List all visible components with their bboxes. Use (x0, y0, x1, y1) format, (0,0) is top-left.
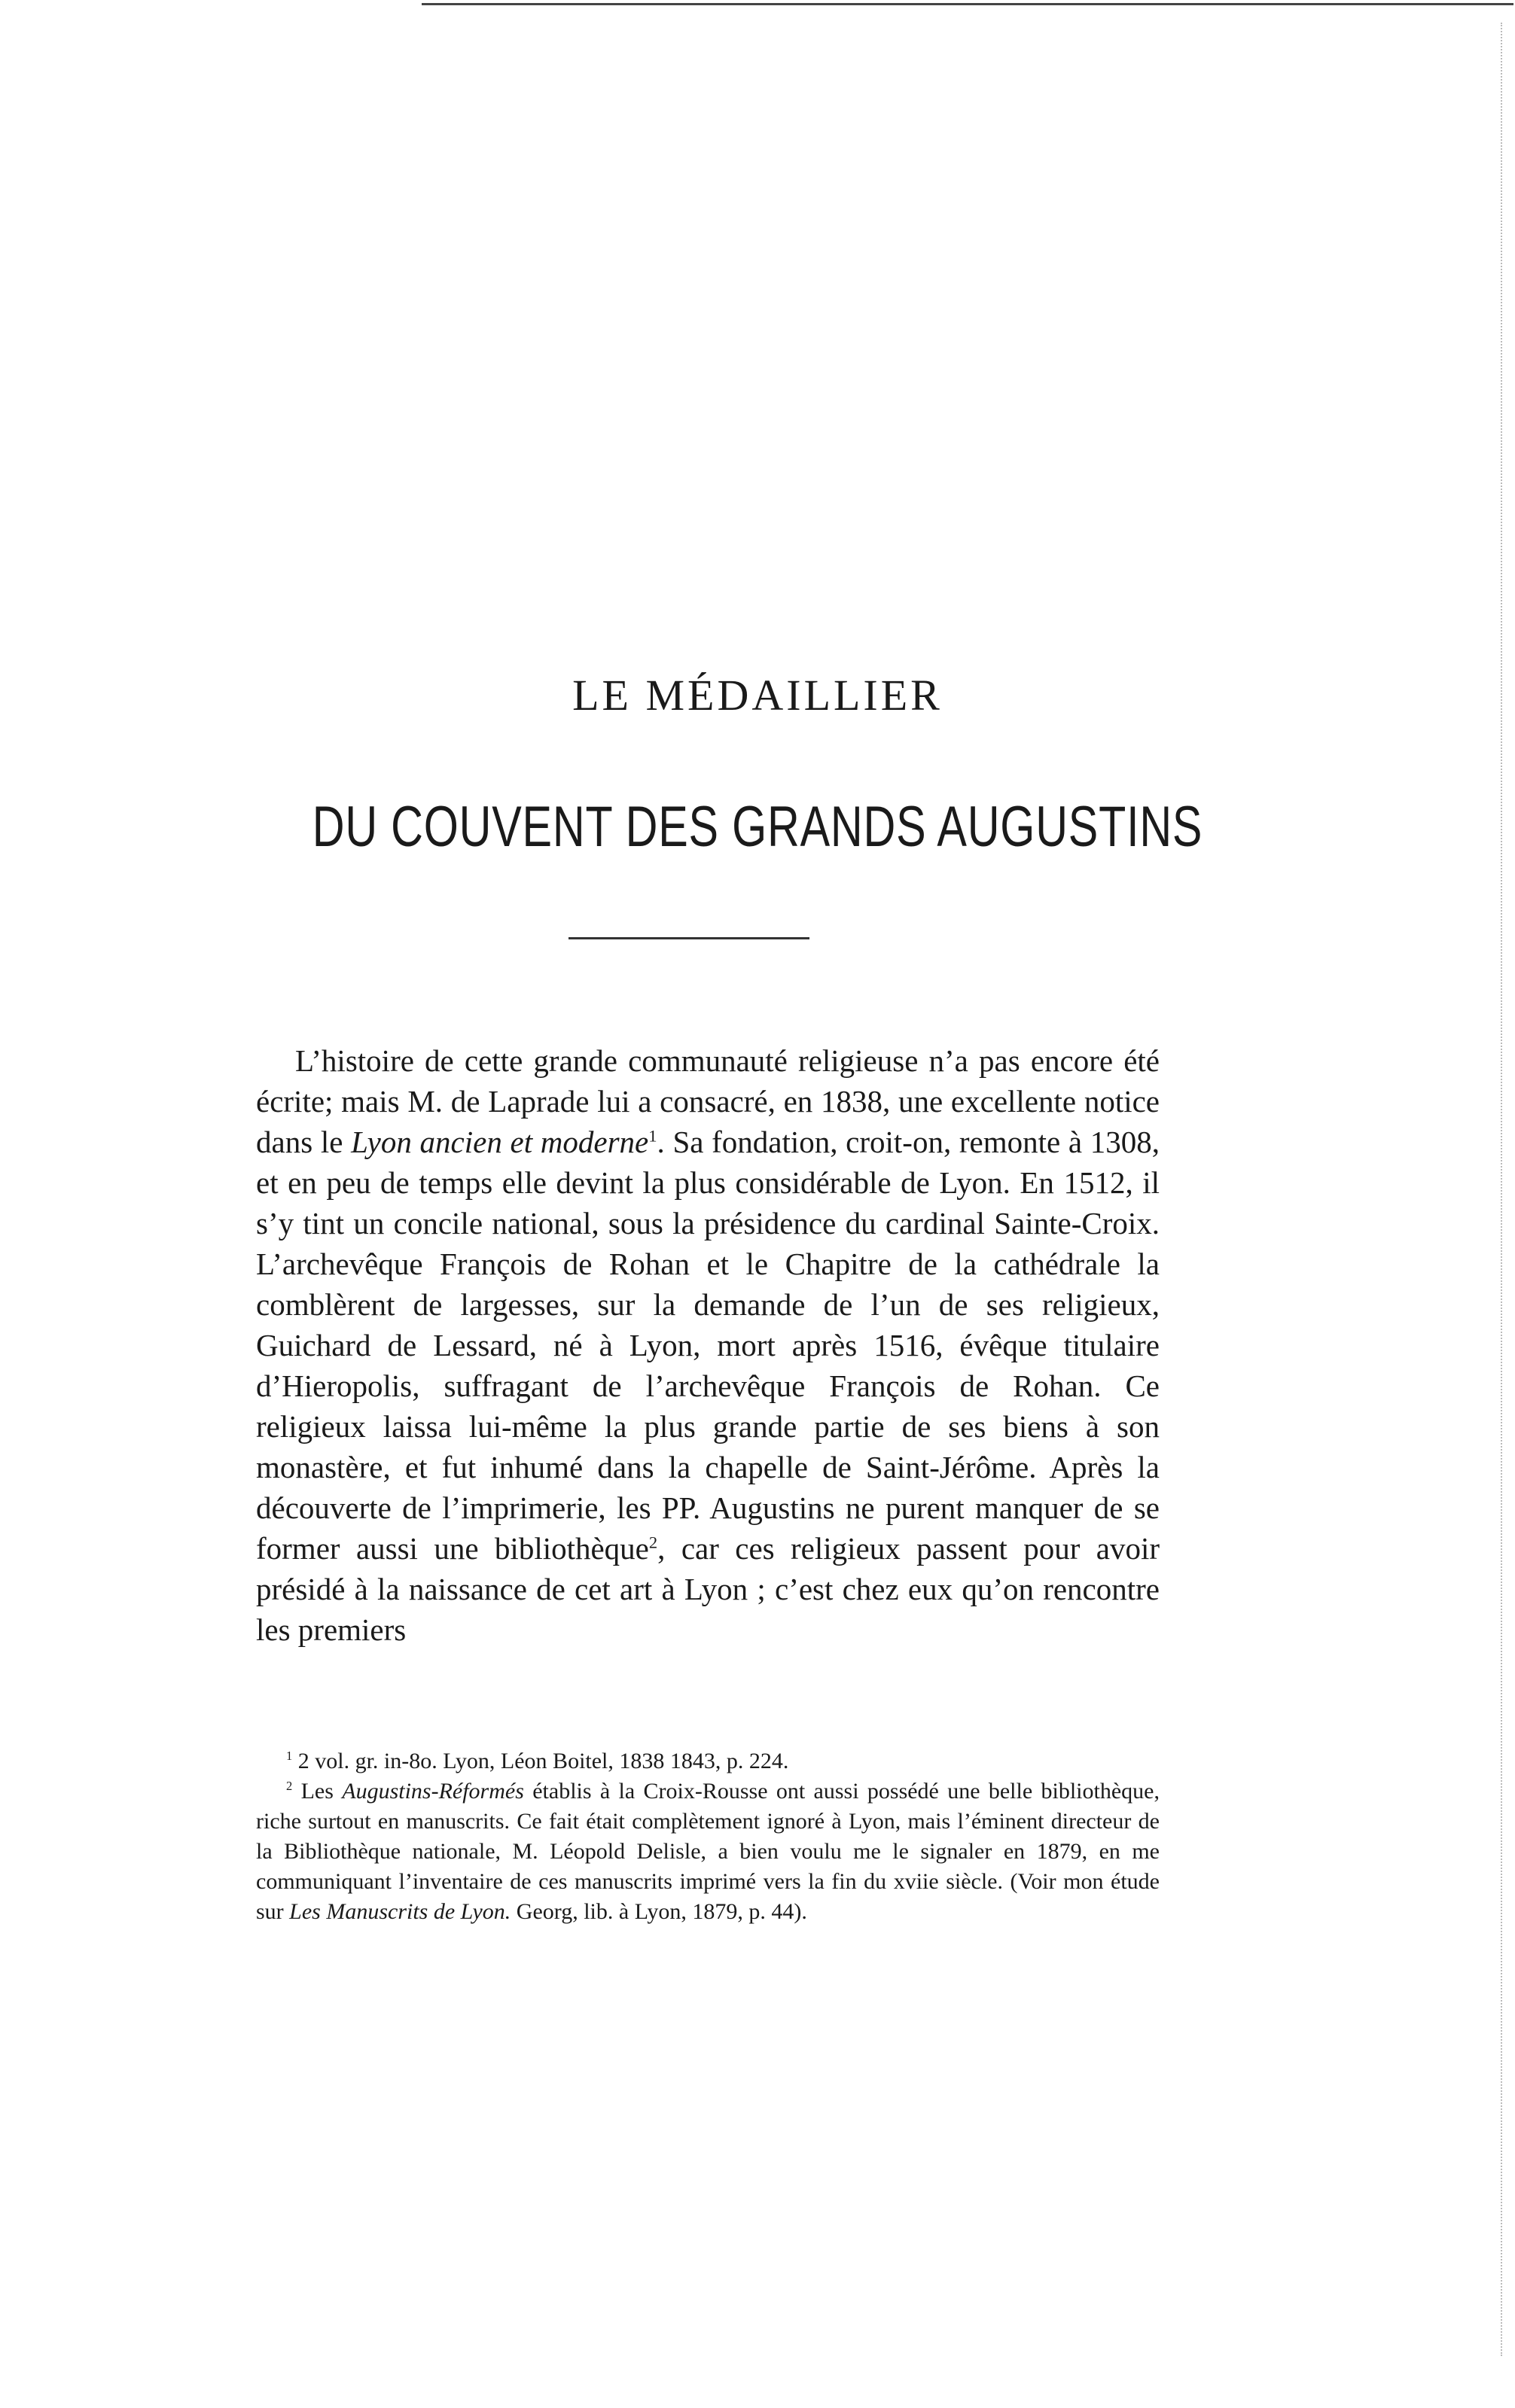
paragraph-1 (256, 1040, 1160, 1650)
top-edge-rule (422, 3, 1513, 5)
paragraph-1-text-c: , car ces religieux passent pour avoir présidé à la naissance de cet art à Lyon ; c’est chez eux qu’on rencontre les premiers (256, 1531, 1160, 1647)
footnote-2-text-b: établis à la Croix-Rousse ont aussi possédé une belle bibliothèque, riche surtout en manuscrits. Ce fait était complètement ignoré à Lyon, mais l’éminent directeur de la Bibliothèque nationale, M. Léopold Delisle, a bien voulu me le signaler en 1879, en me communiquant l’inventaire de ces manuscrits imprimé vers la fin du xviie siècle. (Voir mon étude sur (256, 1779, 1160, 1924)
paragraph-1-text-b: . Sa fondation, croit-on, remonte à 1308, et en peu de temps elle devint la plus considérable de Lyon. En 1512, il s’y tint un concile national, sous la présidence du cardinal Sainte-Croix. L’archevêque François de Rohan et le Chapitre de la cathédrale la comblèrent de largesses, sur la demande de l’un de ses religieux, Guichard de Lessard, né à Lyon, mort après 1516, évêque titulaire d’Hieropolis, suffragant de l’archevêque François de Rohan. Ce religieux laissa lui-même la plus grande partie de ses biens à son monastère, et fut inhumé dans la chapelle de Saint-Jérôme. Après la découverte de l’imprimerie, les PP. Augustins ne purent manquer de se former aussi une bibliothèque (256, 1125, 1160, 1566)
footnote-ref-1: 1 (648, 1126, 657, 1146)
page-title-line-2: DU COUVENT DES GRANDS AUGUSTINS (312, 795, 1203, 859)
footnote-2-text-a: Les (292, 1779, 343, 1804)
footnote-2-mark: 2 (286, 1779, 293, 1793)
page-title-line-1: LE MÉDAILLIER (572, 671, 943, 720)
footnote-2-text-c: Georg, lib. à Lyon, 1879, p. 44). (511, 1899, 807, 1924)
footnote-1-text: 2 vol. gr. in-8o. Lyon, Léon Boitel, 1838 1843, p. 224. (292, 1749, 789, 1773)
footnote-1 (256, 1746, 1160, 1776)
body-text (256, 1040, 1160, 1650)
footnote-1-mark: 1 (286, 1749, 293, 1763)
paragraph-1-italic-title: Lyon ancien et moderne (351, 1125, 649, 1159)
paragraph-1-text-a: L’histoire de cette grande communauté religieuse n’a pas encore été écrite; mais M. de Laprade lui a consacré, en 1838, une excellente notice dans le (256, 1043, 1160, 1159)
footnote-2 (256, 1776, 1160, 1927)
page-edge-shadow (1501, 23, 1502, 2356)
title-separator-rule (569, 937, 809, 939)
footnote-2-italic-a: Augustins-Réformés (342, 1779, 524, 1804)
footnotes (256, 1746, 1160, 1927)
footnote-2-italic-b: Les Manuscrits de Lyon. (289, 1899, 511, 1924)
footnote-ref-2: 2 (648, 1533, 658, 1552)
